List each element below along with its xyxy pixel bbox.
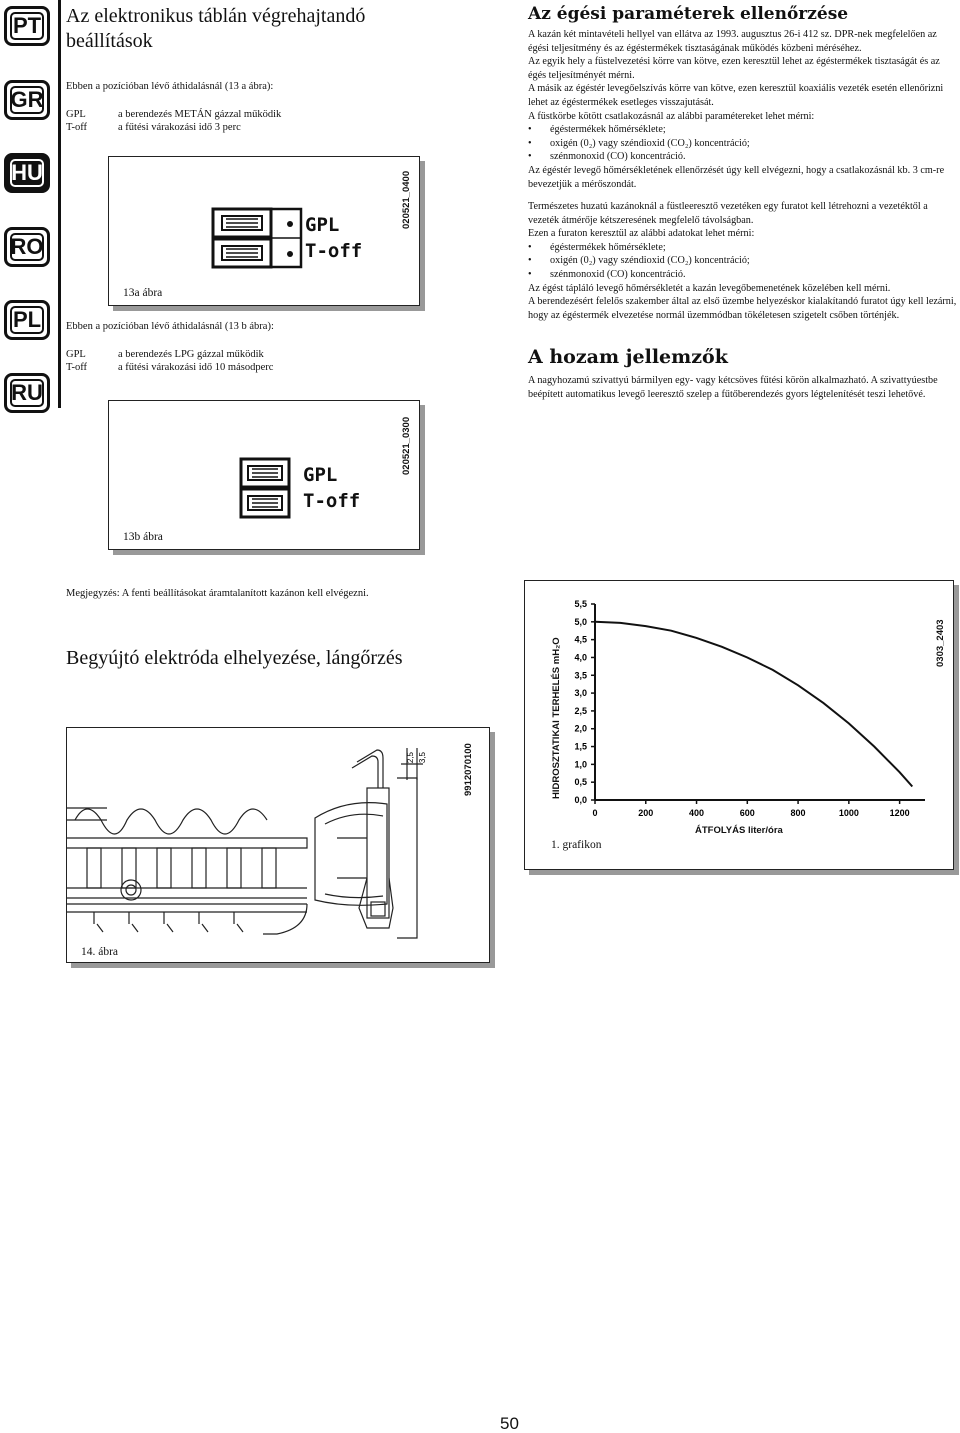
toff-label-a: T-off xyxy=(305,240,363,262)
lang-tab-gr[interactable]: GR xyxy=(4,80,50,120)
x-tick-label: 0 xyxy=(592,808,598,818)
dim-35: 3,5 xyxy=(418,752,427,764)
figure-code-a: 020521_0400 xyxy=(401,170,412,229)
y-tick-label: 5,0 xyxy=(574,616,587,627)
natural-draft-text xyxy=(528,200,958,322)
y-tick-label: 0,0 xyxy=(574,795,587,805)
table-a-value-2: a fűtési várakozási idő 3 perc xyxy=(118,122,241,133)
electrode-heading: Begyújtó elektróda elhelyezése, lángőrzés xyxy=(66,647,403,669)
x-tick-label: 600 xyxy=(739,808,755,818)
figure-code-14: 9912070100 xyxy=(463,743,474,796)
x-tick-label: 1200 xyxy=(889,808,910,818)
lang-tab-pl[interactable]: PL xyxy=(4,300,50,340)
paragraph: Természetes huzatú kazánoknál a füstleeresztő vezetéken egy furatot kell létrehozni a vezetéktől a vezeték átmérője kétszeresének megfelelő távolságban. xyxy=(528,201,928,226)
lang-tab-ru[interactable]: RU xyxy=(4,373,50,413)
flow-text xyxy=(528,374,958,401)
combustion-heading: Az égési paraméterek ellenőrzése xyxy=(528,4,849,24)
paragraph: A berendezésért felelős szakember által az első üzembe helyezéskor kialakítandó furatot úgy kell lezárni, hogy az égéstermék elvezetése normál üzemmódban tökéletesen szigetelt csőben történjék. xyxy=(528,296,957,321)
paragraph: A másik az égéstér levegőelszívás körre van kötve, ezen keresztül koaxiális vezeték esetén ellenőrizni lehet az égéstermékek esetleges visszajutását. xyxy=(528,83,944,108)
figure-14 xyxy=(66,727,490,963)
chart-caption: 1. grafikon xyxy=(551,839,602,851)
y-tick-label: 1,0 xyxy=(574,759,587,770)
figure-caption-14: 14. ábra xyxy=(81,946,119,958)
pump-chart xyxy=(524,580,954,870)
list-item: • oxigén (0₂) vagy széndioxid (CO₂) koncentráció; xyxy=(528,137,958,151)
figure-caption-13b: 13b ábra xyxy=(123,531,163,543)
intro-a: Ebben a pozícióban lévő áthidalásnál (13 a ábra): xyxy=(66,81,274,92)
y-tick-label: 2,0 xyxy=(574,723,587,734)
lang-tab-pt[interactable]: PT xyxy=(4,6,50,46)
list-item: • szénmonoxid (CO) koncentráció. xyxy=(528,150,958,164)
section-title: Az elektronikus táblán végrehajtandó beállítások xyxy=(66,5,366,52)
table-b-value-2: a fűtési várakozási idő 10 másodperc xyxy=(118,362,274,373)
x-tick-label: 200 xyxy=(638,808,654,818)
table-a-key-2: T-off xyxy=(66,122,87,133)
list-item: • égéstermékek hőmérséklete; xyxy=(528,241,958,255)
x-tick-label: 800 xyxy=(790,808,806,818)
y-tick-label: 1,5 xyxy=(574,741,587,752)
y-tick-label: 0,5 xyxy=(574,777,587,788)
chart-xlabel: ÁTFOLYÁS liter/óra xyxy=(695,825,783,836)
series-line-1 xyxy=(595,622,912,787)
dim-25: 2,5 xyxy=(406,752,415,764)
param-list-1 xyxy=(528,123,958,164)
burner-electrode-illustration xyxy=(67,728,491,964)
table-b-value-1: a berendezés LPG gázzal működik xyxy=(118,349,264,360)
note: Megjegyzés: A fenti beállításokat áramtalanított kazánon kell elvégezni. xyxy=(66,588,369,599)
paragraph: A kazán két mintavételi hellyel van ellátva az 1993. augusztus 26-i 412 sz. DPR-nek megfelelően az égési teljesítmény és az égéstermékek tisztaságának működés közbeni méréséhez. xyxy=(528,29,937,54)
y-tick-label: 4,5 xyxy=(574,634,587,645)
paragraph: A füstkörbe kötött csatlakozásnál az alábbi paramétereket lehet mérni: xyxy=(528,110,815,122)
figure-13b xyxy=(108,400,420,550)
toff-label-b: T-off xyxy=(303,490,361,512)
lang-tab-ro[interactable]: RO xyxy=(4,227,50,267)
gpl-label-b: GPL xyxy=(303,464,338,486)
vertical-divider xyxy=(58,0,61,408)
table-a-key-1: GPL xyxy=(66,109,86,120)
table-a-value-1: a berendezés METÁN gázzal működik xyxy=(118,109,282,120)
list-item: • oxigén (0₂) vagy széndioxid (CO₂) koncentráció; xyxy=(528,254,958,268)
paragraph: Az égést tápláló levegő hőmérsékletét a kazán levegőbemenetének közelében kell mérni. xyxy=(528,282,891,294)
combustion-text xyxy=(528,28,958,191)
paragraph: Az égéstér levegő hőmérsékletének ellenőrzését úgy kell elvégezni, hogy a csatlakozásnál kb. 3 cm-re bevezetjük a mérőszondát. xyxy=(528,164,945,190)
y-tick-label: 3,5 xyxy=(574,670,587,681)
intro-b: Ebben a pozícióban lévő áthidalásnál (13 b ábra): xyxy=(66,321,274,332)
param-list-2 xyxy=(528,241,958,282)
x-tick-label: 400 xyxy=(689,808,705,818)
paragraph: Ezen a furaton keresztül az alábbi adatokat lehet mérni: xyxy=(528,228,755,240)
figure-code-b: 020521_0300 xyxy=(401,416,412,475)
table-b-key-2: T-off xyxy=(66,362,87,373)
list-item: • égéstermékek hőmérséklete; xyxy=(528,123,958,137)
paragraph: Az egyik hely a füstelvezetési körre van kötve, ezen keresztül lehet az égéstermékek tisztaságát és az égés teljesítményét mérni. xyxy=(528,56,940,81)
chart-code: 0303_2403 xyxy=(935,619,946,667)
figure-caption-13a: 13a ábra xyxy=(123,287,163,299)
y-tick-label: 3,0 xyxy=(574,688,587,699)
flow-heading: A hozam jellemzők xyxy=(528,346,728,368)
table-b-key-1: GPL xyxy=(66,349,86,360)
figure-13a xyxy=(108,156,420,306)
y-tick-label: 5,5 xyxy=(574,599,587,609)
page-number: 50 xyxy=(500,1414,519,1433)
jumper-board-illustration-a xyxy=(109,157,421,307)
x-tick-label: 1000 xyxy=(838,808,859,818)
chart-ylabel: HIDROSZTATIKAI TERHELÉS mH₂O xyxy=(551,637,562,799)
list-item: • szénmonoxid (CO) koncentráció. xyxy=(528,268,958,282)
jumper-board-illustration-b xyxy=(109,401,421,551)
y-tick-label: 2,5 xyxy=(574,705,587,716)
y-tick-label: 4,0 xyxy=(574,652,587,663)
lang-tab-hu[interactable]: HU xyxy=(4,153,50,193)
paragraph: A nagyhozamú szivattyú bármilyen egy- vagy kétcsöves fűtési körön alkalmazható. A szivattyúestbe beépített automatikus levegő leeresztő szelep a fűtőberendezés gyors légtelenítését teszi lehetővé. xyxy=(528,375,938,400)
gpl-label-a: GPL xyxy=(305,214,340,236)
